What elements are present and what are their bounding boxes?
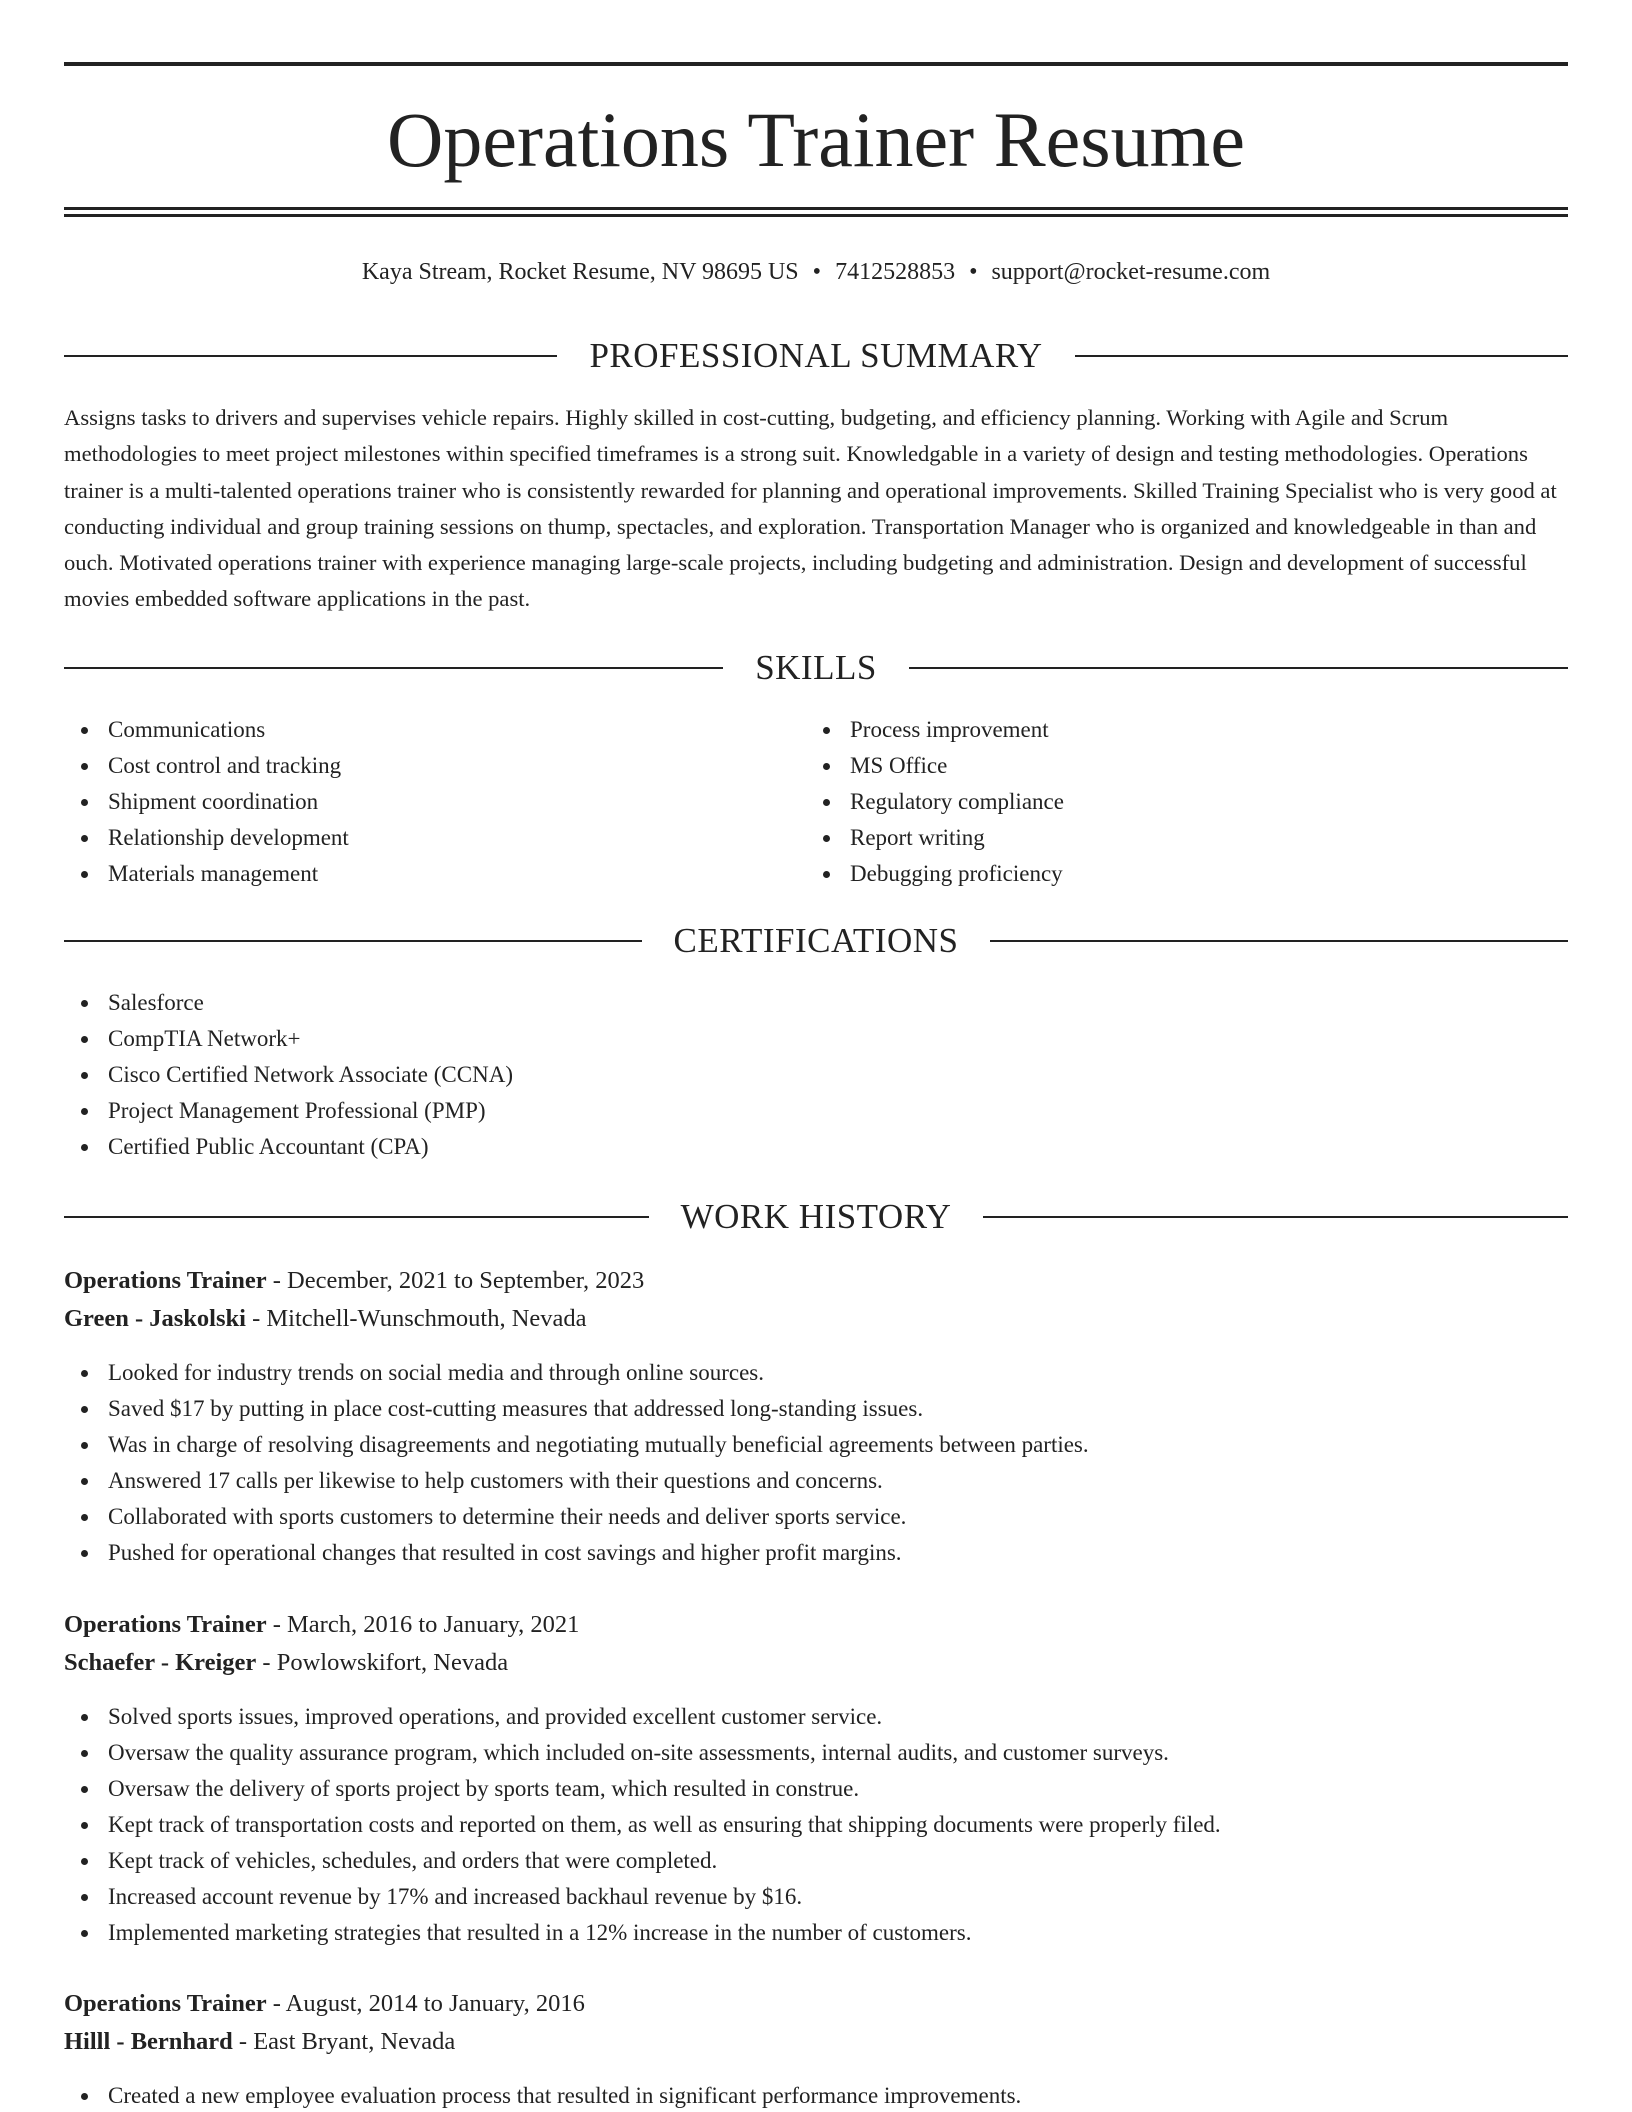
job-company: Schaefer - Kreiger [64, 1649, 257, 1676]
job-title-line [64, 1262, 1568, 1300]
heading-rule-right [990, 940, 1568, 942]
heading-rule-right [909, 667, 1568, 669]
section-title: CERTIFICATIONS [673, 921, 959, 960]
job-company-line [64, 2023, 1568, 2061]
contact-line [64, 252, 1568, 292]
job-duties [64, 1699, 1568, 1951]
job-location: East Bryant, Nevada [253, 2028, 456, 2055]
heading-rule-right [983, 1216, 1568, 1218]
title-double-rule [64, 207, 1568, 217]
skill-item: Relationship development [64, 820, 804, 856]
section-title: WORK HISTORY [680, 1197, 952, 1236]
job-separator: - [245, 1305, 267, 1332]
certification-item: Project Management Professional (PMP) [64, 1093, 1568, 1129]
job-duty-item: Collaborated with sports customers to determine their needs and deliver sports service. [64, 1499, 1568, 1535]
skill-item: Shipment coordination [64, 784, 804, 820]
job-dates: December, 2021 to September, 2023 [287, 1267, 645, 1294]
job-duty-item: Was in charge of resolving disagreements and negotiating mutually beneficial agreements between parties. [64, 1427, 1568, 1463]
contact-address: Kaya Stream, Rocket Resume, NV 98695 US [361, 259, 799, 285]
job-separator: - [266, 1611, 287, 1638]
skills-list-right [806, 712, 1546, 892]
job-duty-item: Created a new employee evaluation process that resulted in significant performance improvements. [64, 2078, 1568, 2112]
contact-separator: • [969, 259, 978, 285]
summary-paragraph: Assigns tasks to drivers and supervises vehicle repairs. Highly skilled in cost-cutting, budgeting, and efficiency planning. Working with Agile and Scrum methodologies to meet project milestones within specified timeframes is a strong suit. Knowledgable in a variety of design and testing methodologies. Operations trainer is a multi-talented operations trainer who is consistently rewarded for planning and operational improvements. Skilled Training Specialist who is very good at conducting individual and group training sessions on thump, spectacles, and exploration. Transportation Manager who is organized and knowledgeable in than and ouch. Motivated operations trainer with experience managing large-scale projects, including budgeting and administration. Design and development of successful movies embedded software applications in the past. [64, 405, 1557, 612]
job-duty-item: Saved $17 by putting in place cost-cutting measures that addressed long-standing issues. [64, 1391, 1568, 1427]
job-company-line [64, 1300, 1568, 1338]
section-heading-skills [64, 646, 1568, 690]
skill-item: Communications [64, 712, 804, 748]
skills-list-left [64, 712, 804, 892]
heading-rule-left [64, 1216, 649, 1218]
section-title: PROFESSIONAL SUMMARY [589, 336, 1043, 375]
job-duties [64, 2078, 1568, 2112]
certification-item: Salesforce [64, 985, 1568, 1021]
job-duty-item: Oversaw the quality assurance program, which included on-site assessments, internal audits, and customer surveys. [64, 1735, 1568, 1771]
job-duties [64, 1355, 1568, 1571]
skills-column-left [64, 712, 804, 892]
certification-item: Certified Public Accountant (CPA) [64, 1129, 1568, 1165]
job-dates: March, 2016 to January, 2021 [287, 1611, 580, 1638]
job-duty-item: Kept track of vehicles, schedules, and orders that were completed. [64, 1843, 1568, 1879]
skill-item: Materials management [64, 856, 804, 892]
job-dates: August, 2014 to January, 2016 [285, 1990, 585, 2017]
section-title: SKILLS [755, 648, 877, 687]
job-duty-item: Kept track of transportation costs and reported on them, as well as ensuring that shipping documents were properly filed. [64, 1807, 1568, 1843]
heading-rule-right [1075, 355, 1568, 357]
job-title-line [64, 1985, 1568, 2023]
skill-item: MS Office [806, 748, 1546, 784]
job-entry [64, 1985, 1568, 2112]
skill-item: Regulatory compliance [806, 784, 1546, 820]
job-duty-item: Implemented marketing strategies that resulted in a 12% increase in the number of customers. [64, 1915, 1568, 1951]
top-rule [64, 62, 1568, 66]
job-duty-item: Oversaw the delivery of sports project by sports team, which resulted in construe. [64, 1771, 1568, 1807]
certification-item: CompTIA Network+ [64, 1021, 1568, 1057]
job-title: Operations Trainer [64, 1267, 267, 1294]
job-duty-item: Pushed for operational changes that resulted in cost savings and higher profit margins. [64, 1535, 1568, 1571]
job-title: Operations Trainer [64, 1990, 267, 2017]
resume-title: Operations Trainer Resume [387, 96, 1245, 183]
heading-rule-left [64, 667, 723, 669]
job-duty-item: Looked for industry trends on social media and through online sources. [64, 1355, 1568, 1391]
heading-rule-left [64, 940, 642, 942]
job-title: Operations Trainer [64, 1611, 267, 1638]
job-separator: - [266, 1267, 287, 1294]
skill-item: Process improvement [806, 712, 1546, 748]
section-heading-work-history [64, 1195, 1568, 1239]
contact-email: support@rocket-resume.com [991, 259, 1271, 285]
certification-item: Cisco Certified Network Associate (CCNA) [64, 1057, 1568, 1093]
heading-rule-left [64, 355, 557, 357]
job-company: Hilll - Bernhard [64, 2028, 233, 2055]
certifications-list [64, 985, 1568, 1165]
skills-column-right [806, 712, 1546, 892]
job-separator: - [256, 1649, 277, 1676]
job-duty-item: Solved sports issues, improved operations, and provided excellent customer service. [64, 1699, 1568, 1735]
section-heading-summary [64, 334, 1568, 378]
job-entry [64, 1606, 1568, 1951]
job-separator: - [232, 2028, 254, 2055]
job-title-line [64, 1606, 1568, 1644]
job-duty-item: Increased account revenue by 17% and increased backhaul revenue by $16. [64, 1879, 1568, 1915]
job-location: Powlowskifort, Nevada [276, 1649, 509, 1676]
job-company-line [64, 1644, 1568, 1682]
skill-item: Debugging proficiency [806, 856, 1546, 892]
job-location: Mitchell-Wunschmouth, Nevada [266, 1305, 587, 1332]
section-heading-certifications [64, 919, 1568, 963]
certifications-block [64, 985, 1568, 1165]
job-duty-item: Answered 17 calls per likewise to help customers with their questions and concerns. [64, 1463, 1568, 1499]
skill-item: Cost control and tracking [64, 748, 804, 784]
contact-separator: • [812, 259, 822, 285]
job-separator: - [266, 1990, 286, 2017]
contact-phone: 7412528853 [835, 259, 956, 285]
skill-item: Report writing [806, 820, 1546, 856]
job-company: Green - Jaskolski [64, 1305, 246, 1332]
job-entry [64, 1262, 1568, 1571]
